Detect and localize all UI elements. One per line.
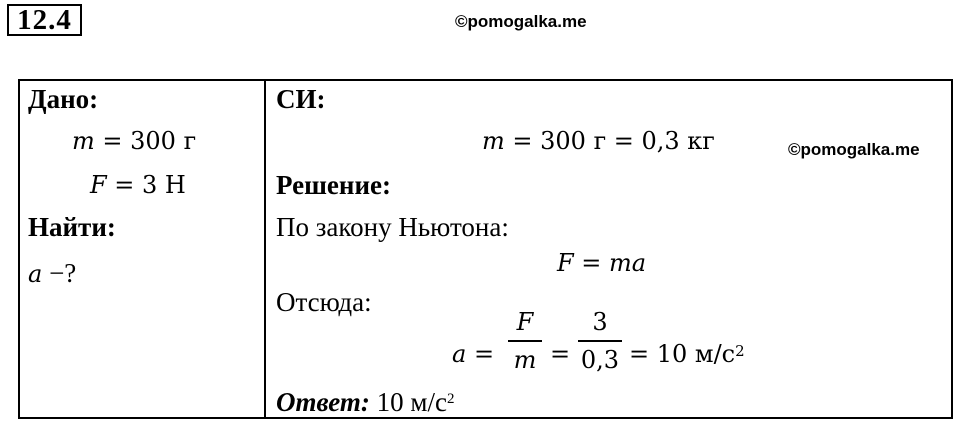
given-mass bbox=[72, 125, 196, 156]
si-mass-value: = 300 г = 0,3 кг bbox=[504, 127, 715, 155]
solution-table bbox=[18, 79, 953, 419]
accel-lhs bbox=[452, 339, 494, 369]
given-heading: Дано: bbox=[28, 84, 99, 114]
column-divider bbox=[264, 81, 266, 417]
watermark-middle: ©pomogalka.me bbox=[788, 140, 920, 159]
newton-law-text: По закону Ньютона: bbox=[276, 212, 509, 242]
fraction2-bar bbox=[578, 340, 622, 342]
fraction1-denominator: m bbox=[513, 346, 537, 374]
formula-equals: = bbox=[573, 249, 610, 277]
acceleration-variable: a bbox=[28, 260, 43, 288]
answer-label: Ответ: bbox=[276, 387, 370, 417]
fraction1-bar bbox=[508, 340, 542, 342]
hence-text: Отсюда: bbox=[276, 287, 372, 317]
fraction2-numerator: 3 bbox=[592, 308, 608, 336]
accel-result-exponent: 2 bbox=[735, 342, 745, 360]
answer-line bbox=[276, 387, 454, 417]
find-heading: Найти: bbox=[28, 212, 116, 242]
force-value: = 3 Н bbox=[106, 171, 186, 199]
answer-exponent: 2 bbox=[446, 391, 455, 407]
accel-result bbox=[629, 339, 745, 369]
si-mass-variable: m bbox=[482, 127, 505, 155]
accel-eq2: = bbox=[550, 340, 571, 368]
accel-symbol: a bbox=[452, 340, 467, 368]
problem-number-box: 12.4 bbox=[7, 4, 82, 36]
si-conversion bbox=[482, 125, 715, 156]
fraction-numbers bbox=[578, 307, 622, 375]
si-heading: СИ: bbox=[276, 84, 326, 114]
fraction2-denominator: 0,3 bbox=[580, 346, 620, 374]
formula-ma: ma bbox=[609, 249, 647, 277]
force-variable: F bbox=[90, 171, 107, 199]
find-target bbox=[28, 258, 76, 289]
newton-formula bbox=[557, 248, 646, 278]
formula-force: F bbox=[557, 249, 574, 277]
accel-result-value: = 10 м/с bbox=[629, 340, 736, 368]
solution-heading: Решение: bbox=[276, 170, 391, 200]
find-question: −? bbox=[42, 258, 77, 288]
mass-value: = 300 г bbox=[94, 127, 197, 155]
fraction1-numerator: F bbox=[516, 308, 534, 336]
mass-variable: m bbox=[72, 127, 95, 155]
accel-equals: = bbox=[473, 340, 495, 368]
given-force bbox=[90, 169, 186, 200]
answer-value: 10 м/с bbox=[369, 387, 447, 417]
fraction-force-over-mass bbox=[508, 307, 542, 375]
watermark-top: ©pomogalka.me bbox=[455, 12, 587, 31]
